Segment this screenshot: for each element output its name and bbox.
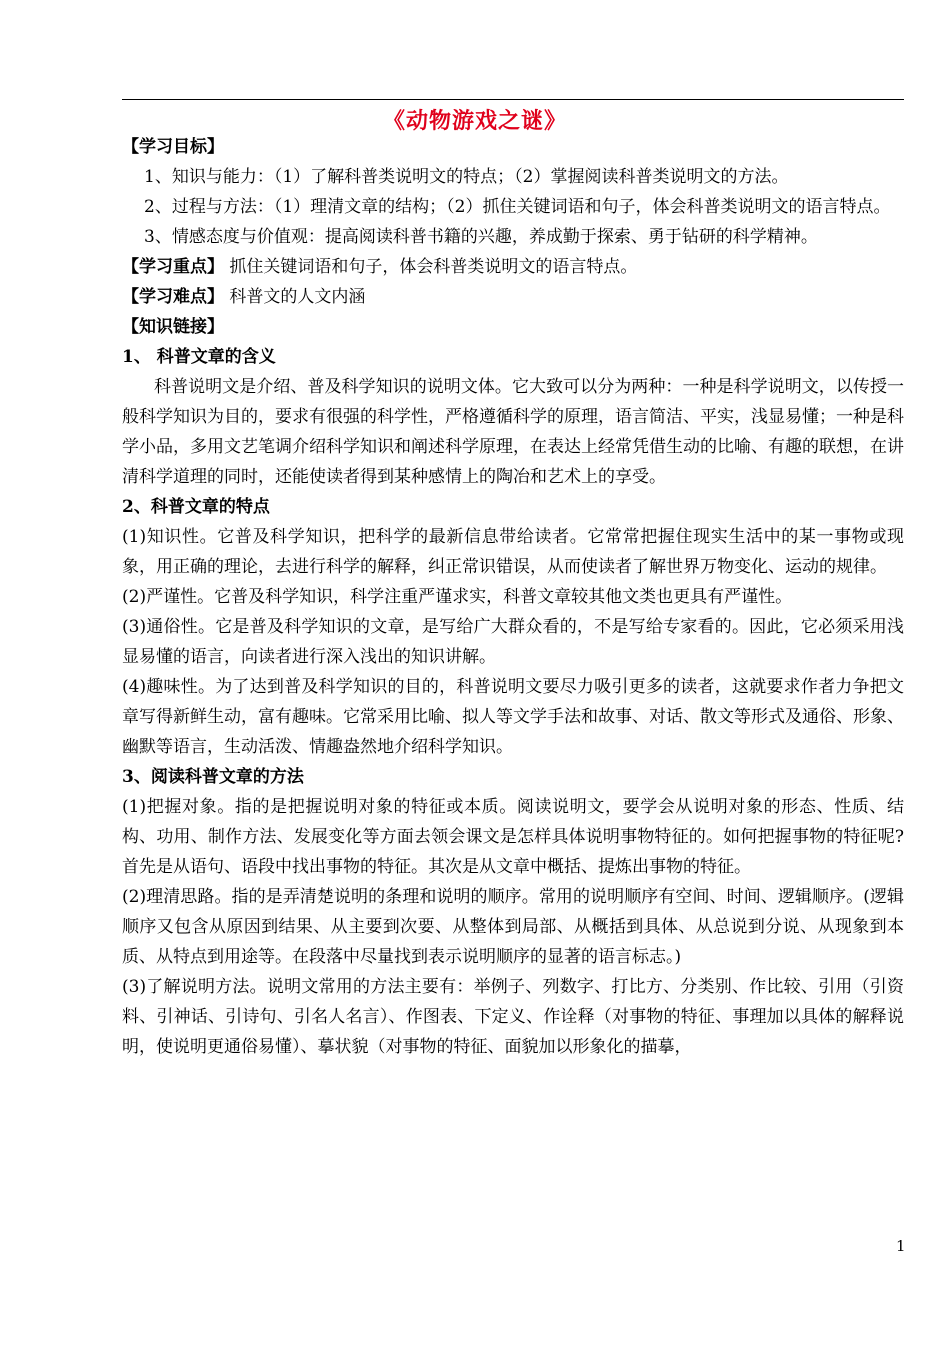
key-point-text: 抓住关键词语和句子，体会科普类说明文的语言特点。	[229, 257, 638, 277]
key-point-label: 【学习重点】	[122, 257, 224, 277]
objectives-heading: 【学习目标】	[122, 137, 224, 157]
objective-item: 3、情感态度与价值观：提高阅读科普书籍的兴趣，养成勤于探索、勇于钻研的科学精神。	[144, 227, 818, 247]
section-heading: 1、 科普文章的含义	[122, 347, 276, 367]
difficulty-row	[122, 282, 904, 312]
objective-item: 1、知识与能力：（1）了解科普类说明文的特点；（2）掌握阅读科普类说明文的方法。	[144, 167, 789, 187]
section-paragraph: (2)理清思路。指的是弄清楚说明的条理和说明的顺序。常用的说明顺序有空间、时间、逻辑顺序。(逻辑顺序又包含从原因到结果、从主要到次要、从整体到局部、从概括到具体、从总说到分说、从现象到本质、从特点到用途等。在段落中尽量找到表示说明顺序的显著的语言标志。)	[122, 887, 904, 967]
section-heading: 3、阅读科普文章的方法	[122, 767, 304, 787]
section-paragraph: (4)趣味性。为了达到普及科学知识的目的，科普说明文要尽力吸引更多的读者，这就要求作者力争把文章写得新鲜生动，富有趣味。它常采用比喻、拟人等文学手法和故事、对话、散文等形式及通俗、形象、幽默等语言，生动活泼、情趣盎然地介绍科学知识。	[122, 677, 904, 757]
key-point-row	[122, 252, 904, 282]
section-paragraph: (1)把握对象。指的是把握说明对象的特征或本质。阅读说明文，要学会从说明对象的形态、性质、结构、功用、制作方法、发展变化等方面去领会课文是怎样具体说明事物特征的。如何把握事物的特征呢?首先是从语句、语段中找出事物的特征。其次是从文章中概括、提炼出事物的特征。	[122, 797, 904, 877]
header-rule	[122, 99, 904, 100]
document-body	[122, 132, 904, 1062]
page-title: 《动物游戏之谜》	[382, 108, 567, 134]
section-paragraph: (3)通俗性。它是普及科学知识的文章，是写给广大群众看的，不是写给专家看的。因此，它必须采用浅显易懂的语言，向读者进行深入浅出的知识讲解。	[122, 617, 904, 667]
section-paragraph: 科普说明文是介绍、普及科学知识的说明文体。它大致可以分为两种：一种是科学说明文，以传授一般科学知识为目的，要求有很强的科学性，严格遵循科学的原理，语言简洁、平实，浅显易懂；一种是科学小品，多用文艺笔调介绍科学知识和阐述科学原理，在表达上经常凭借生动的比喻、有趣的联想，在讲清科学道理的同时，还能使读者得到某种感情上的陶冶和艺术上的享受。	[122, 377, 904, 487]
section-paragraph: (3)了解说明方法。说明文常用的方法主要有：举例子、列数字、打比方、分类别、作比较、引用（引资料、引神话、引诗句、引名人名言）、作图表、下定义、作诠释（对事物的特征、事理加以具体的解释说明，使说明更通俗易懂）、摹状貌（对事物的特征、面貌加以形象化的描摹，	[122, 977, 904, 1057]
difficulty-label: 【学习难点】	[122, 287, 224, 307]
links-heading: 【知识链接】	[122, 317, 224, 337]
section-paragraph: (2)严谨性。它普及科学知识，科学注重严谨求实，科普文章较其他文类也更具有严谨性。	[122, 587, 793, 607]
page-number: 1	[896, 1237, 906, 1255]
section-heading: 2、科普文章的特点	[122, 497, 270, 517]
objective-item: 2、过程与方法：（1）理清文章的结构；（2）抓住关键词语和句子，体会科普类说明文的语言特点。	[144, 197, 891, 217]
section-paragraph: (1)知识性。它普及科学知识，把科学的最新信息带给读者。它常常把握住现实生活中的某一事物或现象，用正确的理论，去进行科学的解释，纠正常识错误，从而使读者了解世界万物变化、运动的规律。	[122, 527, 904, 577]
difficulty-text: 科普文的人文内涵	[229, 287, 366, 307]
